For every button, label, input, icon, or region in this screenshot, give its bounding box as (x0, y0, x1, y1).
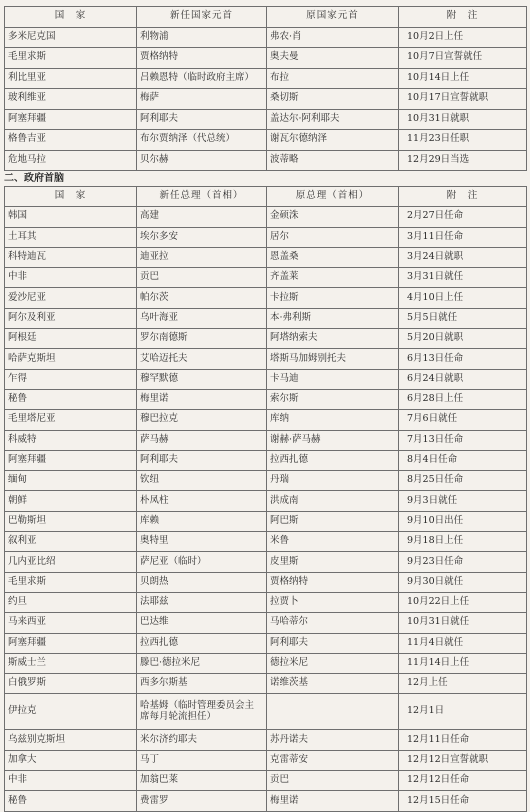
cell-note: 3月11日任命 (399, 227, 527, 247)
cell-country: 爱沙尼亚 (5, 288, 137, 308)
cell-country: 约旦 (5, 592, 137, 612)
cell-note: 3月24日就职 (399, 247, 527, 267)
cell-new: 巴达维 (137, 613, 267, 633)
cell-former: 苏丹诺夫 (267, 730, 399, 750)
cell-former: 奥夫曼 (267, 48, 399, 69)
table-row (5, 694, 527, 730)
cell-country: 乌兹别克斯坦 (5, 730, 137, 750)
cell-note: 12月1日 (399, 694, 527, 730)
cell-country: 朝鲜 (5, 491, 137, 511)
cell-former: 马哈蒂尔 (267, 613, 399, 633)
cell-note: 9月23日任命 (399, 552, 527, 572)
cell-new: 穆巴拉克 (137, 410, 267, 430)
table-row (5, 613, 527, 633)
table-row (5, 308, 527, 328)
heads-of-government-body (5, 207, 527, 811)
cell-country: 中非 (5, 268, 137, 288)
cell-new: 乌叶海亚 (137, 308, 267, 328)
cell-note: 9月3日就任 (399, 491, 527, 511)
cell-note: 12月上任 (399, 674, 527, 694)
cell-former: 塔斯马加姆别托夫 (267, 349, 399, 369)
cell-new: 迪亚拉 (137, 247, 267, 267)
cell-former: 库纳 (267, 410, 399, 430)
cell-new: 拉西扎德 (137, 633, 267, 653)
cell-note: 12月15日任命 (399, 791, 527, 811)
table-row (5, 552, 527, 572)
table-row (5, 532, 527, 552)
cell-note: 12月12日宣誓就职 (399, 750, 527, 770)
heads-of-state-body (5, 27, 527, 171)
cell-new: 吕赖恩特（临时政府主席） (137, 68, 267, 89)
cell-former: 恩盖桑 (267, 247, 399, 267)
cell-country: 利比里亚 (5, 68, 137, 89)
cell-note: 6月28日上任 (399, 389, 527, 409)
cell-note: 9月10日出任 (399, 511, 527, 531)
cell-new: 滕巴·德拉米尼 (137, 653, 267, 673)
header-new: 新任国家元首 (137, 7, 267, 28)
cell-country: 叙利亚 (5, 532, 137, 552)
header-note: 附 注 (399, 187, 527, 207)
cell-country: 韩国 (5, 207, 137, 227)
table-row (5, 592, 527, 612)
cell-new: 艾哈迈托夫 (137, 349, 267, 369)
cell-former (267, 694, 399, 730)
cell-former: 齐盖莱 (267, 268, 399, 288)
cell-country: 加拿大 (5, 750, 137, 770)
section-title: 二、政府首脑 (4, 173, 64, 184)
cell-former: 贾格纳特 (267, 572, 399, 592)
cell-new: 利物浦 (137, 27, 267, 48)
cell-new: 西多尔斯基 (137, 674, 267, 694)
table-row (5, 27, 527, 48)
table-row (5, 750, 527, 770)
table-row (5, 268, 527, 288)
cell-new: 帕尔茨 (137, 288, 267, 308)
table-row (5, 68, 527, 89)
cell-new: 马丁 (137, 750, 267, 770)
cell-country: 伊拉克 (5, 694, 137, 730)
cell-note: 12月29日当选 (399, 150, 527, 171)
cell-country: 白俄罗斯 (5, 674, 137, 694)
heads-of-state-table (4, 6, 527, 171)
cell-new: 布尔贾纳泽（代总统） (137, 130, 267, 151)
header-country: 国 家 (5, 7, 137, 28)
cell-country: 阿塞拜疆 (5, 109, 137, 130)
cell-country: 危地马拉 (5, 150, 137, 171)
header-note: 附 注 (399, 7, 527, 28)
cell-note: 3月31日就任 (399, 268, 527, 288)
table-header-row (5, 187, 527, 207)
cell-former: 梅里诺 (267, 791, 399, 811)
cell-new: 梅萨 (137, 89, 267, 110)
table-row (5, 791, 527, 811)
cell-note: 12月11日任命 (399, 730, 527, 750)
cell-former: 洪成南 (267, 491, 399, 511)
cell-new: 贝朗热 (137, 572, 267, 592)
table-row (5, 369, 527, 389)
cell-former: 卡马迪 (267, 369, 399, 389)
cell-note: 10月7日宣誓就任 (399, 48, 527, 69)
cell-country: 阿尔及利亚 (5, 308, 137, 328)
cell-note: 5月5日就任 (399, 308, 527, 328)
cell-note: 6月13日任命 (399, 349, 527, 369)
table-row (5, 653, 527, 673)
table-row (5, 430, 527, 450)
header-former: 原总理（首相） (267, 187, 399, 207)
cell-former: 贡巴 (267, 771, 399, 791)
cell-new: 法耶兹 (137, 592, 267, 612)
cell-new: 奥特里 (137, 532, 267, 552)
cell-country: 科威特 (5, 430, 137, 450)
cell-former: 卡拉斯 (267, 288, 399, 308)
table-row (5, 89, 527, 110)
cell-country: 乍得 (5, 369, 137, 389)
cell-note: 2月27日任命 (399, 207, 527, 227)
cell-new: 朴凤柱 (137, 491, 267, 511)
table-row (5, 329, 527, 349)
cell-note: 11月4日就任 (399, 633, 527, 653)
table-row (5, 511, 527, 531)
cell-new: 阿利耶夫 (137, 109, 267, 130)
table-row (5, 771, 527, 791)
cell-new: 钦纽 (137, 471, 267, 491)
table-row (5, 288, 527, 308)
cell-new: 贝尔赫 (137, 150, 267, 171)
cell-former: 金硕洙 (267, 207, 399, 227)
table-row (5, 674, 527, 694)
cell-former: 谢赫·萨马赫 (267, 430, 399, 450)
cell-note: 9月18日上任 (399, 532, 527, 552)
cell-note: 11月23日任职 (399, 130, 527, 151)
cell-note: 7月13日任命 (399, 430, 527, 450)
cell-note: 10月31日就任 (399, 613, 527, 633)
cell-new: 埃尔多安 (137, 227, 267, 247)
header-country: 国 家 (5, 187, 137, 207)
cell-former: 布拉 (267, 68, 399, 89)
cell-note: 7月6日就任 (399, 410, 527, 430)
cell-note: 11月14日上任 (399, 653, 527, 673)
table-row (5, 109, 527, 130)
cell-new: 米尔济约耶夫 (137, 730, 267, 750)
cell-former: 本·弗利斯 (267, 308, 399, 328)
cell-former: 居尔 (267, 227, 399, 247)
cell-country: 土耳其 (5, 227, 137, 247)
cell-new: 阿利耶夫 (137, 450, 267, 470)
table-row (5, 572, 527, 592)
cell-country: 阿根廷 (5, 329, 137, 349)
cell-former: 克雷蒂安 (267, 750, 399, 770)
table-row (5, 247, 527, 267)
cell-country: 毛里求斯 (5, 572, 137, 592)
cell-country: 巴勒斯坦 (5, 511, 137, 531)
cell-new: 萨尼亚（临时） (137, 552, 267, 572)
cell-country: 阿塞拜疆 (5, 633, 137, 653)
cell-former: 德拉米尼 (267, 653, 399, 673)
cell-former: 阿塔纳索夫 (267, 329, 399, 349)
cell-new: 加翁巴莱 (137, 771, 267, 791)
cell-note: 10月14日上任 (399, 68, 527, 89)
cell-former: 盖达尔·阿利耶夫 (267, 109, 399, 130)
cell-note: 12月12日任命 (399, 771, 527, 791)
header-new: 新任总理（首相） (137, 187, 267, 207)
cell-country: 缅甸 (5, 471, 137, 491)
cell-country: 玻利维亚 (5, 89, 137, 110)
cell-former: 诺维茨基 (267, 674, 399, 694)
cell-former: 索尔斯 (267, 389, 399, 409)
table-row (5, 48, 527, 69)
table-row (5, 207, 527, 227)
cell-former: 桑切斯 (267, 89, 399, 110)
cell-new: 哈基姆（临时管理委员会主席每月轮流担任） (137, 694, 267, 730)
cell-country: 斯威士兰 (5, 653, 137, 673)
cell-country: 科特迪瓦 (5, 247, 137, 267)
cell-note: 10月31日就职 (399, 109, 527, 130)
cell-note: 6月24日就职 (399, 369, 527, 389)
cell-country: 阿塞拜疆 (5, 450, 137, 470)
cell-new: 贡巴 (137, 268, 267, 288)
cell-note: 10月2日上任 (399, 27, 527, 48)
cell-new: 高建 (137, 207, 267, 227)
cell-note: 9月30日就任 (399, 572, 527, 592)
cell-new: 贾格纳特 (137, 48, 267, 69)
table-row (5, 227, 527, 247)
cell-new: 梅里诺 (137, 389, 267, 409)
table-row (5, 730, 527, 750)
table-row (5, 491, 527, 511)
cell-note: 4月10日上任 (399, 288, 527, 308)
cell-new: 穆罕默德 (137, 369, 267, 389)
table-row (5, 349, 527, 369)
cell-former: 米鲁 (267, 532, 399, 552)
cell-country: 毛里求斯 (5, 48, 137, 69)
cell-former: 丹瑞 (267, 471, 399, 491)
table-row (5, 471, 527, 491)
cell-note: 8月4日任命 (399, 450, 527, 470)
cell-former: 弗农·肖 (267, 27, 399, 48)
cell-country: 哈萨克斯坦 (5, 349, 137, 369)
cell-former: 拉西扎德 (267, 450, 399, 470)
table-header-row (5, 7, 527, 28)
cell-country: 秘鲁 (5, 389, 137, 409)
cell-country: 秘鲁 (5, 791, 137, 811)
cell-note: 10月17日宣誓就职 (399, 89, 527, 110)
cell-note: 10月22日上任 (399, 592, 527, 612)
cell-former: 波蒂略 (267, 150, 399, 171)
cell-country: 格鲁吉亚 (5, 130, 137, 151)
cell-note: 8月25日任命 (399, 471, 527, 491)
cell-country: 毛里塔尼亚 (5, 410, 137, 430)
cell-new: 费雷罗 (137, 791, 267, 811)
cell-country: 马来西亚 (5, 613, 137, 633)
table-row (5, 450, 527, 470)
header-former: 原国家元首 (267, 7, 399, 28)
cell-country: 多米尼克国 (5, 27, 137, 48)
table-row (5, 130, 527, 151)
table-row (5, 389, 527, 409)
cell-country: 几内亚比绍 (5, 552, 137, 572)
table-row (5, 633, 527, 653)
cell-new: 萨马赫 (137, 430, 267, 450)
cell-new: 库赖 (137, 511, 267, 531)
cell-country: 中非 (5, 771, 137, 791)
cell-former: 拉贾卜 (267, 592, 399, 612)
cell-former: 阿巴斯 (267, 511, 399, 531)
cell-new: 罗尔南德斯 (137, 329, 267, 349)
cell-note: 5月20日就职 (399, 329, 527, 349)
cell-former: 谢瓦尔德纳泽 (267, 130, 399, 151)
cell-former: 皮里斯 (267, 552, 399, 572)
cell-former: 阿利耶夫 (267, 633, 399, 653)
table-row (5, 410, 527, 430)
table-row (5, 150, 527, 171)
heads-of-government-table (4, 186, 527, 812)
